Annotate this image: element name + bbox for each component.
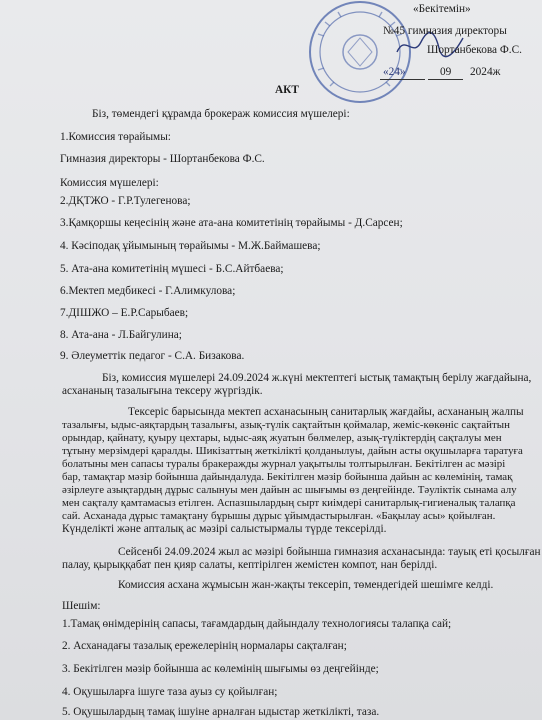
paragraph-line: мен сақталу қамтамасыз етілген. Аспазшылардың сырт киімдері санитарлық-гигиеналық талапқа <box>62 497 516 509</box>
paragraph-line: тұтыну мерзімдері қаралды. Шикізаттың жеткілікті қолданылуы, дайын асты оқушыларға таратуға <box>62 445 523 457</box>
paragraph-line: асхананың тазалығына тексеру жүргіздік. <box>62 385 263 397</box>
member-line: 7.ДІШЖО – Е.Р.Сарыбаев; <box>60 307 189 319</box>
paragraph-line: сай. Асханада дұрыс тамақтану бұрышы дұрыс ұйымдастырылған. «Бақылау асы» қойылған. <box>62 510 496 522</box>
intro-text: Біз, төмендегі құрамда брокераж комиссия мүшелері: <box>92 108 350 120</box>
member-line: 5. Ата-ана комитетінің мүшесі - Б.С.Айтбаева; <box>60 263 284 275</box>
paragraph-line: Сейсенбі 24.09.2024 жыл ас мәзірі бойынша гимназия асханасында: тауық еті қосылған <box>118 546 541 558</box>
member-line: 2.ДҚТЖО - Г.Р.Тулегенова; <box>60 195 191 207</box>
approval-date-year: 2024ж <box>470 66 501 78</box>
date-day-underline <box>380 79 425 80</box>
paragraph-line: бар, тамақтар мәзір бойынша дайындалуда. Бекітілген мәзір бойынша дайын ас көлемінің, тамақ <box>62 471 513 483</box>
decision-line: 1.Тамақ өнімдерінің сапасы, тағамдардың дайындалу технологиясы талапқа сай; <box>62 618 452 630</box>
chair-name: Гимназия директоры - Шортанбекова Ф.С. <box>60 153 265 165</box>
paragraph-line: Біз, комиссия мүшелері 24.09.2024 ж.күні мектептегі ыстық тамақтың берілу жағдайына, <box>102 372 532 384</box>
member-line: 6.Мектеп медбикесі - Г.Алимкулова; <box>60 285 236 297</box>
decision-line: 2. Асханадағы тазалық ережелерінің нормалары сақталған; <box>62 640 347 652</box>
decision-line: 4. Оқушыларға ішуге таза ауыз су қойылған; <box>62 686 278 698</box>
approval-date-day: «24» <box>383 66 406 78</box>
paragraph-line: тазалығы, ыдыс-аяқтардың тазалығы, азық-түлік сақтайтын қоймалар, жеміс-көкөніс сақтайтын <box>62 419 510 431</box>
document-title: АКТ <box>275 84 299 96</box>
approval-date-month: 09 <box>440 66 452 78</box>
approve-label: «Бекітемін» <box>413 3 471 15</box>
chair-heading: 1.Комиссия төрайымы: <box>60 131 171 143</box>
decision-heading: Шешім: <box>62 600 101 612</box>
decision-line: 5. Оқушылардың тамақ ішуіне арналған ыдыстар жеткілікті, таза. <box>62 706 380 718</box>
director-name: Шортанбекова Ф.С. <box>427 44 522 56</box>
paragraph-line: Тексеріс барысында мектеп асханасының санитарлық жағдайы, асхананың жалпы <box>128 406 524 418</box>
member-line: 3.Қамқоршы кеңесінің және ата-ана комитетінің төрайымы - Д.Сарсен; <box>60 217 403 229</box>
paragraph-line: әзірлеуге азықтардың дұрыс салынуы мен дайын ас шығымы өз деңгейінде. Тәуліктік сынама алу <box>62 484 517 496</box>
member-line: 8. Ата-ана - Л.Байгулина; <box>60 329 182 341</box>
paragraph-line: палау, қырыққабат пен қияр салаты, кептірілген жемістен компот, нан берілді. <box>62 559 438 571</box>
director-line: №45 гимназия директоры <box>383 25 507 37</box>
date-month-underline <box>428 79 463 80</box>
decision-line: 3. Бекітілген мәзір бойынша ас көлемінің шығымы өз деңгейінде; <box>62 663 379 675</box>
members-heading: Комиссия мүшелері: <box>60 177 159 189</box>
member-line: 4. Кәсіподақ ұйымының төрайымы - М.Ж.Баймашева; <box>60 240 321 252</box>
paragraph-line: Комиссия асхана жұмысын жан-жақты тексеріп, төмендегідей шешімге келді. <box>118 579 494 591</box>
paragraph-line: болатыны мен сапасы туралы бракеражды журнал уақытылы толтырылған. Бекітілген ас мәзірі <box>62 458 506 470</box>
paragraph-line: Күнделікті және апталық ас мәзірі салыстырмалы түрде тексерілді. <box>62 523 387 535</box>
paragraph-line: орындар, қайнату, қуыру цехтары, ыдыс-аяқ жуатын бөлмелер, азық-түліктердің сақталуы мен <box>62 432 502 444</box>
member-line: 9. Әлеуметтік педагог - С.А. Бизакова. <box>60 350 245 362</box>
